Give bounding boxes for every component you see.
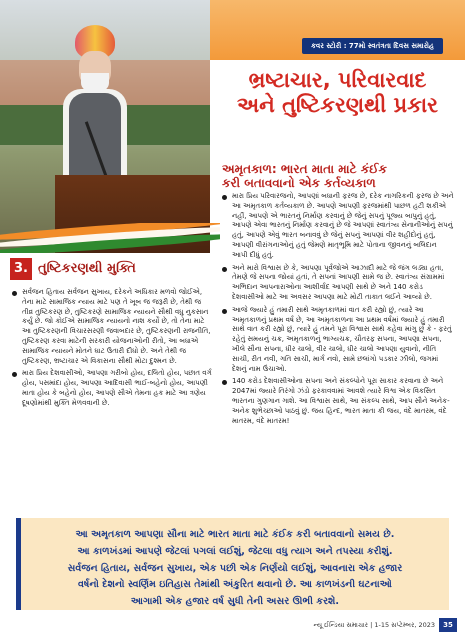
section-3-bullet: મારા પ્રિય દેશવાસીઓ, આપણા ગરીબો હોય, દલિતો હોય, પછાત વર્ગ હોય, પસમાંદા હોય, આપણા આદિવાસી ભાઈ-બહેનો હોય, આપણી માતા હોય કે બહેનો હોય, આપણે સૌએ તેમના હક માટે આ ત્રણેય દૂષણોમાંથી મુક્તિ મેળવવાની છે. <box>12 369 214 408</box>
section-3-body <box>12 288 214 412</box>
issue-info: ન્યૂ ઈન્ડિયા સમાચાર | 1-15 સપ્ટેમ્બર, 2023 <box>313 621 435 629</box>
section-3-title: તુષ્ટિકરણથી મુક્તિ <box>38 261 136 276</box>
section-1-bullet: અને મારો વિશ્વાસ છે કે, આપણા પૂર્વજોએ આઝાદી માટે જે જંગ લડ્યા હતા, તેમણે જે સપના જોયાં હતાં, તે સપનાં આપણી સામે જ છે. સ્વાતંત્ર્ય સંગ્રામમાં અભિદાન આપનારાઓના આશીર્વાદ આપણી સાથે છે અને 140 કરોડ દેશવાસીઓ માટે આ અવસર આપણા માટે મોટી તાકાત લઈને આવ્યો છે. <box>222 264 454 303</box>
page-footer <box>0 612 465 640</box>
speech-photo <box>0 0 210 253</box>
section-1-bullet: 140 કરોડ દેશવાસીઓના સપના અને સંકલ્પોને પૂરા સાકાર કરવાના છે અને 2047માં જ્યારે તિરંગો ઝંડો ફરકાવવામાં આવશે ત્યારે વિશ્વ એક વિકસિત ભારતના ગુણગાન ગાશે. આ વિશ્વાસ સાથે, આ સંકલ્પ સાથે, આપ સૌને અનેક-અનેક શુભેચ્છાઓ પાઠવું છું. જય હિન્દ, ભારત માતા કી જય, વંદે માતરમ, વંદે માતરમ, વંદે માતરમ! <box>222 377 454 426</box>
quote-line: આગામી એક હજાર વર્ષ સુધી તેની અસર ઊભી કરશે. <box>130 596 340 608</box>
section-3-bullet: સર્વજન હિતાય સર્વજન સુખાય, દરેકને અધિકાર મળવો જોઈએ, તેના માટે સામાજિક ન્યાય માટે પણ તે ખૂબ જ જરૂરી છે, તેથી જ તીવ્ર તુષ્ટિકરણ છે, તુષ્ટિકરણે સામાજિક ન્યાયને સૌથી વધુ નુકસાન કર્યું છે. જો કોઈએ સામાજિક ન્યાયનો નાશ કર્યો છે, તો તેના માટે આ તુષ્ટિકરણની વિચારસરણી જવાબદાર છે, તુષ્ટિકરણની રાજનીતિ, તુષ્ટિકરણ કરવા માટેની સરકારી યોજનાઓની રીતો, આ બધાએ સામાજિક ન્યાયને મોતને ઘાટ ઉતારી દીધો છે. અને તેથી જ તુષ્ટિકરણ, ભ્રષ્ટાચાર એ વિકાસના સૌથી મોટા દુશ્મન છે. <box>12 288 214 366</box>
section-1-title <box>222 162 458 190</box>
section-1-bullet: મારા પ્રિય પરિવારજનો, આપણાં બધાની ફરજ છે, દરેક નાગરિકની ફરજ છે અને આ અમૃતકાળ કર્તવ્યકાળ છે. આપણે આપણી ફરજમાંથી પાછળ હટી શકીએ નહીં, આપણે એ ભારતનું નિર્માણ કરવાનું છે જેનું સપનું પૂજ્ય બાપુનું હતું, આપણે એવા ભારતનું નિર્માણ કરવાનું છે જે આપણાં સ્વાતંત્ર્ય સેનાનીઓનું સપનું હતું, આપણે એવું ભારત બનાવવું છે જેનું સપનું આપણાં વીર શહીદોનું હતું, આપણી વીરાંગનાઓનું હતું જેમણે માતૃભૂમિ માટે પોતાના જીવનનું બલિદાન આપી દીધું હતું. <box>222 192 454 261</box>
tricolour-flag-wave <box>0 223 220 253</box>
quote-line: સર્વજન હિતાય, સર્વજન સુખાય, એક પછી એક નિર્ણયો લઈશું, આવનારા એક હજાર <box>67 562 403 574</box>
section-1-body <box>222 192 454 429</box>
cover-story-badge: કવર સ્ટોરી : 77મો સ્વતંત્રતા દિવસ સમારોહ <box>302 38 443 54</box>
section-1-title-line-1: અમૃતકાળ: ભારત માતા માટે કંઈક <box>222 162 387 176</box>
section-3-number: 3. <box>10 258 32 280</box>
speaker-beard <box>81 73 109 93</box>
page-headline <box>215 68 460 118</box>
quote-line: વર્ષનો દેશનો સ્વર્ણિમ ઇતિહાસ તેમાંથી અંકુરિત થવાનો છે. આ કાળખંડની ઘટનાઓ <box>78 579 392 591</box>
section-3-heading <box>10 258 215 280</box>
highlight-quote-box <box>16 518 449 610</box>
headline-line-2: અને તુષ્ટિકરણથી પ્રકાર <box>236 93 439 117</box>
quote-line: આ અમૃતકાળ આપણા સૌના માટે ભારત માતા માટે કંઈક કરી બતાવવાનો સમય છે. <box>75 529 395 540</box>
section-1-bullet: આજે જ્યારે હું તમારી સાથે અમૃતકાળમાં વાત કરી રહ્યો છું, ત્યારે આ અમૃતકાળનું પ્રથમ વર્ષ છે, આ અમૃતકાળના આ પ્રથમ વર્ષમાં જ્યારે હું તમારી સાથે વાત કરી રહ્યો છું, ત્યારે હું તમને પૂરા વિશ્વાસ સાથે કહેવા માંગુ છું કે - ફરતું રહેતું સમયનું ચક્ર, અમૃતકાળનું ભાગ્યચક્ર, ચૌતરફ સપના, આપણા સપના, ખીલે સૌના સપના, ધીર ચાલો, વીર ચાલો, ધીર ચાલો આપણા યુવાનો, નીતિ સાચી, રીત નવી, ગતિ સાચી, માર્ગ નવો, સામે છલાંગો પડકાર ઝીલો, જગમાં દેશનું નામ ઉંચાઓ. <box>222 306 454 375</box>
section-1-title-line-2: કરી બતાવવાનો એક કર્તવ્યકાળ <box>222 176 376 190</box>
page-number: 35 <box>439 618 457 632</box>
headline-line-1: ભ્રષ્ટાચાર, પરિવારવાદ <box>248 68 427 92</box>
quote-line: આ કાળખંડમાં આપણે જેટલાં પગલાં લઈશું, જેટલા વધુ ત્યાગ અને તપસ્યા કરીશું. <box>77 545 393 557</box>
